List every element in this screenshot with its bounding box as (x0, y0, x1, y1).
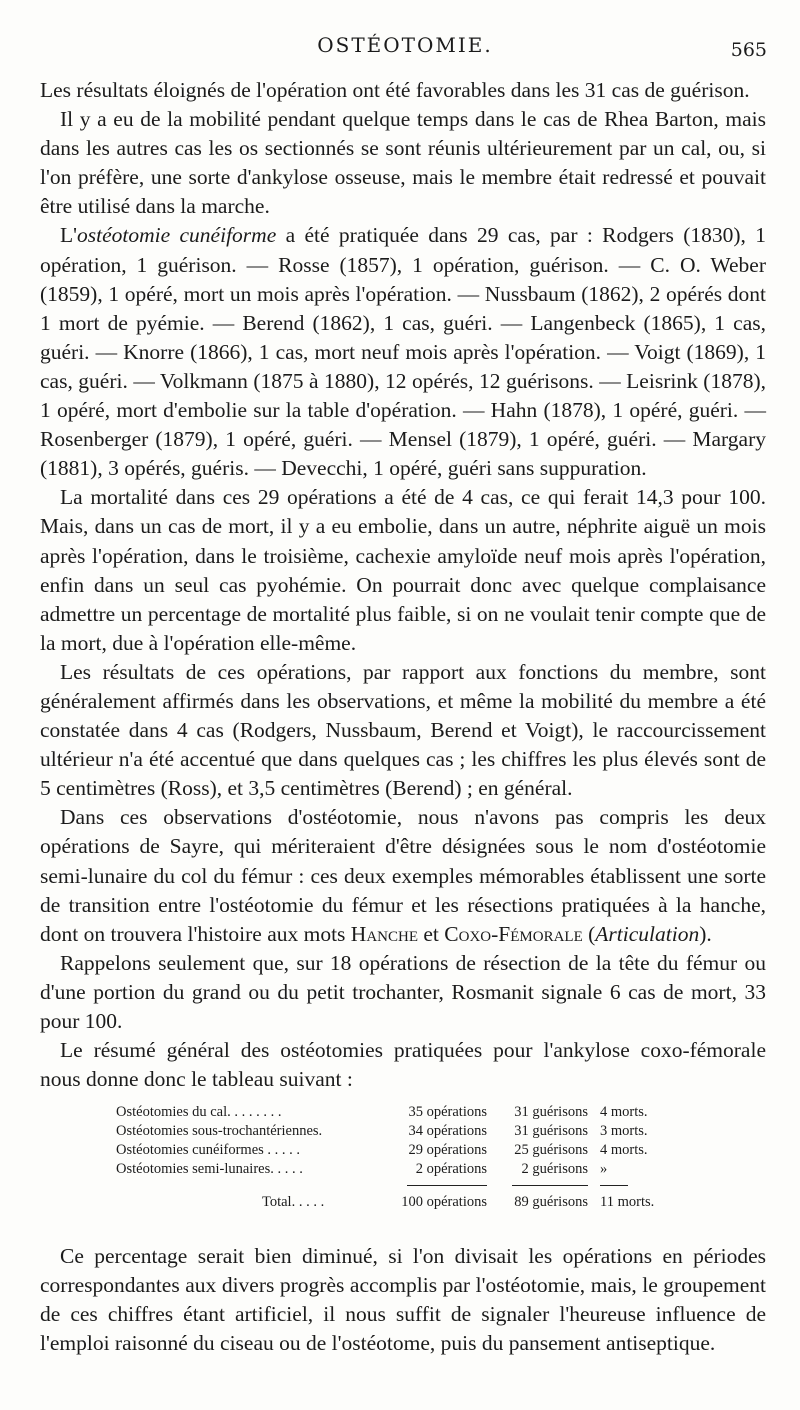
row-operations: 34 opérations (408, 1123, 487, 1139)
text-run: Dans ces observations d'ostéotomie, nous n'avons pas compris les deux opérations de Sayre, qui mériteraient d'être désignées sous le nom d'ostéotomie semi-lunaire du col du fémur : ces deux exemples mémorables établissent une sorte de transition entre l'ostéotomie du fémur et les résections pratiquées à la hanche, dont on trouvera l'histoire aux mots (40, 805, 766, 946)
row-morts: 4 morts. (600, 1142, 648, 1158)
sum-rule (600, 1185, 628, 1186)
italic-term: Articulation (595, 921, 700, 946)
paragraph-table-intro: Le résumé général des ostéotomies pratiquées pour l'ankylose coxo-fémorale nous donne donc le tableau suivant : (40, 1038, 766, 1092)
text-run: L' (60, 223, 78, 248)
paragraph-cuneiform-cases (40, 221, 766, 483)
running-title: OSTÉOTOMIE. (317, 33, 493, 57)
italic-term: ostéotomie cunéiforme (77, 223, 277, 248)
total-label: Total. . . . . (262, 1194, 325, 1210)
table-total-row (112, 1194, 682, 1216)
total-morts: 11 morts. (600, 1194, 655, 1210)
row-label: Ostéotomies du cal. . . . . . . . (116, 1104, 282, 1120)
row-guerisons: 2 guérisons (521, 1161, 588, 1177)
sum-rule (512, 1185, 588, 1186)
row-morts: 4 morts. (600, 1104, 648, 1120)
row-operations: 29 opérations (408, 1142, 487, 1158)
sum-rules (112, 1180, 682, 1192)
cross-reference: Hanche (350, 921, 418, 946)
row-guerisons: 25 guérisons (514, 1142, 588, 1158)
paragraph-sayre (40, 803, 766, 948)
paragraph-results: Les résultats éloignés de l'opération ont été favorables dans les 31 cas de guérison. (40, 78, 750, 102)
row-label: Ostéotomies sous-trochantériennes. (116, 1123, 323, 1139)
total-guerisons: 89 guérisons (514, 1194, 588, 1210)
page-header (40, 33, 770, 65)
paragraph-resection: Rappelons seulement que, sur 18 opérations de résection de la tête du fémur ou d'une portion du grand ou du petit trochanter, Rosmanit signale 6 cas de mort, 33 pour 100. (40, 950, 766, 1033)
total-operations: 100 opérations (401, 1194, 487, 1210)
table-row (112, 1123, 682, 1142)
body-text (40, 76, 766, 1094)
paragraph-function-results: Les résultats de ces opérations, par rapport aux fonctions du membre, sont généralement affirmés dans les observations, et même la mobilité du membre a été constatée dans 4 cas (Rodgers, Nussbaum, Berend et Voigt), le raccourcissement ultérieur n'a été accentué que dans quelques cas ; les chiffres les plus élevés sont de 5 centimètres (Ross), et 3,5 centimètres (Berend) ; en général. (40, 659, 766, 801)
text-run: ). (699, 921, 712, 946)
cross-reference: Coxo-Fémorale (444, 921, 583, 946)
summary-table (112, 1104, 682, 1216)
row-morts: » (600, 1161, 608, 1177)
row-morts: 3 morts. (600, 1123, 648, 1139)
row-operations: 2 opérations (415, 1161, 487, 1177)
table-row (112, 1104, 682, 1123)
row-label: Ostéotomies cunéiformes . . . . . (116, 1142, 301, 1158)
table-row (112, 1142, 682, 1161)
row-guerisons: 31 guérisons (514, 1104, 588, 1120)
text-run: a été pratiquée dans 29 cas, par : Rodgers (1830), 1 opération, 1 guérison. — Rosse (1857), 1 opération, guérison. — C. O. Weber (1859), 1 opéré, mort un mois après l'opération. — Nussbaum (1862), 2 opérés dont 1 mort de pyémie. — Berend (1862), 1 cas, guéri. — Langenbeck (1865), 1 cas, guéri. — Knorre (1866), 1 cas, mort neuf mois après l'opération. — Voigt (1869), 1 cas, guéri. — Volkmann (1875 à 1880), 12 opérés, 12 guérisons. — Leisrink (1878), 1 opéré, mort d'embolie sur la table d'opération. — Hahn (1878), 1 opéré, guéri. — Rosenberger (1879), 1 opéré, guéri. — Mensel (1879), 1 opéré, guéri. — Margary (1881), 3 opérés, guéris. — Devecchi, 1 opéré, guéri sans suppuration. (40, 223, 766, 481)
text-run: et (418, 921, 445, 946)
paragraph-mortality: La mortalité dans ces 29 opérations a été de 4 cas, ce qui ferait 14,3 pour 100. Mais, dans un cas de mort, il y a eu embolie, dans un autre, néphrite aiguë un mois après l'opération, dans le troisième, cachexie amyloïde neuf mois après l'opération, enfin dans un seul cas pyohémie. On pourrait donc avec quelque complaisance admettre un percentage de mortalité plus faible, si on ne voulait tenir compte que de la mort, due à l'opération elle-même. (40, 485, 766, 655)
row-operations: 35 opérations (408, 1104, 487, 1120)
paragraph-mobility: Il y a eu de la mobilité pendant quelque temps dans le cas de Rhea Barton, mais dans les autres cas les os sectionnés se sont réunis ultérieurement par un cal, ou, si l'on préfère, une sorte d'ankylose osseuse, mais le membre était redressé et pouvait être utilisé dans la marche. (40, 107, 766, 219)
closing-text (40, 1242, 766, 1358)
text-run: ( (582, 921, 596, 946)
row-guerisons: 31 guérisons (514, 1123, 588, 1139)
table-row (112, 1161, 682, 1180)
sum-rule (407, 1185, 487, 1186)
row-label: Ostéotomies semi-lunaires. . . . . (116, 1161, 303, 1177)
paragraph-conclusion: Ce percentage serait bien diminué, si l'on divisait les opérations en périodes correspondantes aux divers progrès accomplis par l'ostéotomie, mais, le groupement de ces chiffres étant artificiel, il nous suffit de signaler l'heureuse influence de l'emploi raisonné du ciseau ou de l'ostéotome, puis du pansement antiseptique. (40, 1244, 766, 1356)
page-number: 565 (730, 39, 767, 61)
